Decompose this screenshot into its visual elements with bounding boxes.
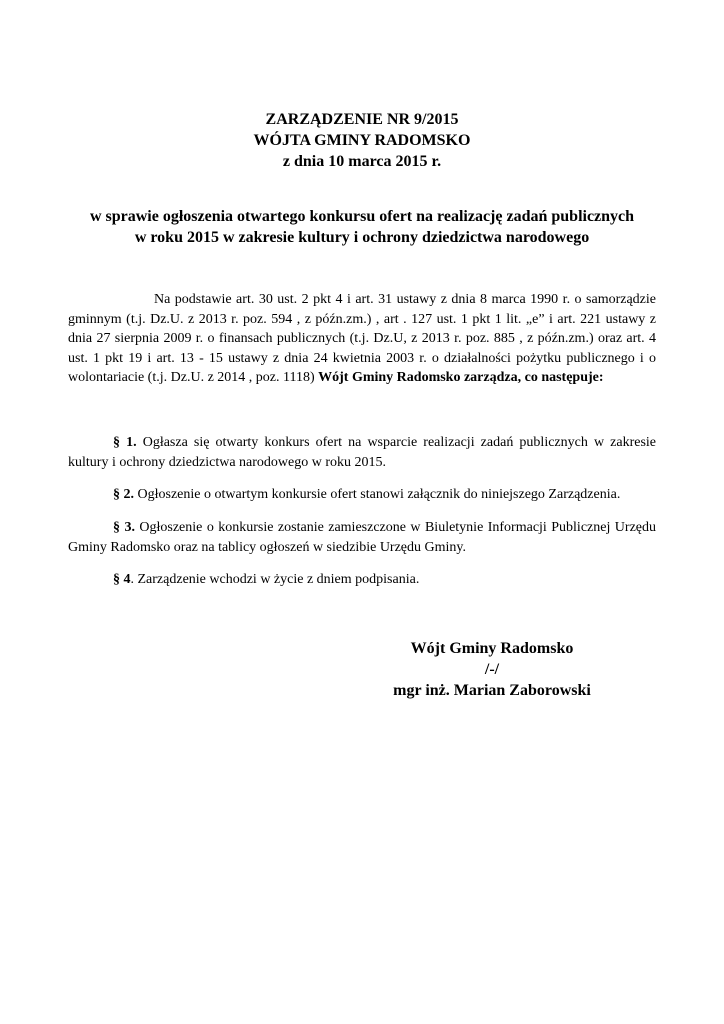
paragraph-2 xyxy=(68,485,656,505)
signature-title: Wójt Gminy Radomsko xyxy=(410,640,574,657)
signature-block xyxy=(370,638,614,701)
paragraph-3 xyxy=(68,518,656,557)
legal-basis-text: Na podstawie art. 30 ust. 2 pkt 4 i art. 31 ustawy z dnia 8 marca 1990 r. o samorządzie gminnym (t.j. Dz.U. z 2013 r. poz. 594 , z późn.zm.) , art . 127 ust. 1 pkt 1 lit. „e” i art. 221 ustawy z dnia 27 sierpnia 2009 r. o finansach publicznych (t.j. Dz.U, z 2013 r. poz. 885 , z późn.zm.) oraz art. 4 ust. 1 pkt 19 i art. 13 - 15 ustawy z dnia 24 kwietnia 2003 r. o działalności pożytku publicznego i o wolontariacie (t.j. Dz.U. z 2014 , poz. 1118) xyxy=(68,292,656,385)
paragraph-3-number: § 3. xyxy=(113,520,135,535)
subject-line-2: w roku 2015 w zakresie kultury i ochrony dziedzictwa narodowego xyxy=(134,229,590,246)
paragraph-2-text: Ogłoszenie o otwartym konkursie ofert stanowi załącznik do niniejszego Zarządzenia. xyxy=(134,487,621,502)
document-header xyxy=(0,109,724,172)
legal-basis-paragraph xyxy=(68,290,656,388)
paragraph-2-number: § 2. xyxy=(113,487,134,502)
signature-mark: /-/ xyxy=(484,661,500,678)
subject-line-1: w sprawie ogłoszenia otwartego konkursu ofert na realizację zadań publicznych xyxy=(89,208,635,225)
legal-basis-decision: Wójt Gminy Radomsko zarządza, co następuje: xyxy=(318,370,604,385)
paragraph-1 xyxy=(68,433,656,472)
paragraph-4-text: . Zarządzenie wchodzi w życie z dniem podpisania. xyxy=(130,572,420,587)
signature-name: mgr inż. Marian Zaborowski xyxy=(393,682,591,699)
document-subject xyxy=(60,206,664,248)
paragraph-1-text: Ogłasza się otwarty konkurs ofert na wsparcie realizacji zadań publicznych w zakresie kultury i ochrony dziedzictwa narodowego w roku 2015. xyxy=(68,435,657,470)
document-date: z dnia 10 marca 2015 r. xyxy=(282,153,442,170)
paragraph-3-text: Ogłoszenie o konkursie zostanie zamieszczone w Biuletynie Informacji Publicznej Urzędu Gminy Radomsko oraz na tablicy ogłoszeń w siedzibie Urzędu Gminy. xyxy=(68,520,657,555)
paragraph-4 xyxy=(68,570,656,590)
document-title: ZARZĄDZENIE NR 9/2015 xyxy=(265,111,459,128)
paragraph-4-number: § 4 xyxy=(113,572,131,587)
paragraph-1-number: § 1. xyxy=(113,435,137,450)
document-issuer: WÓJTA GMINY RADOMSKO xyxy=(253,132,471,149)
